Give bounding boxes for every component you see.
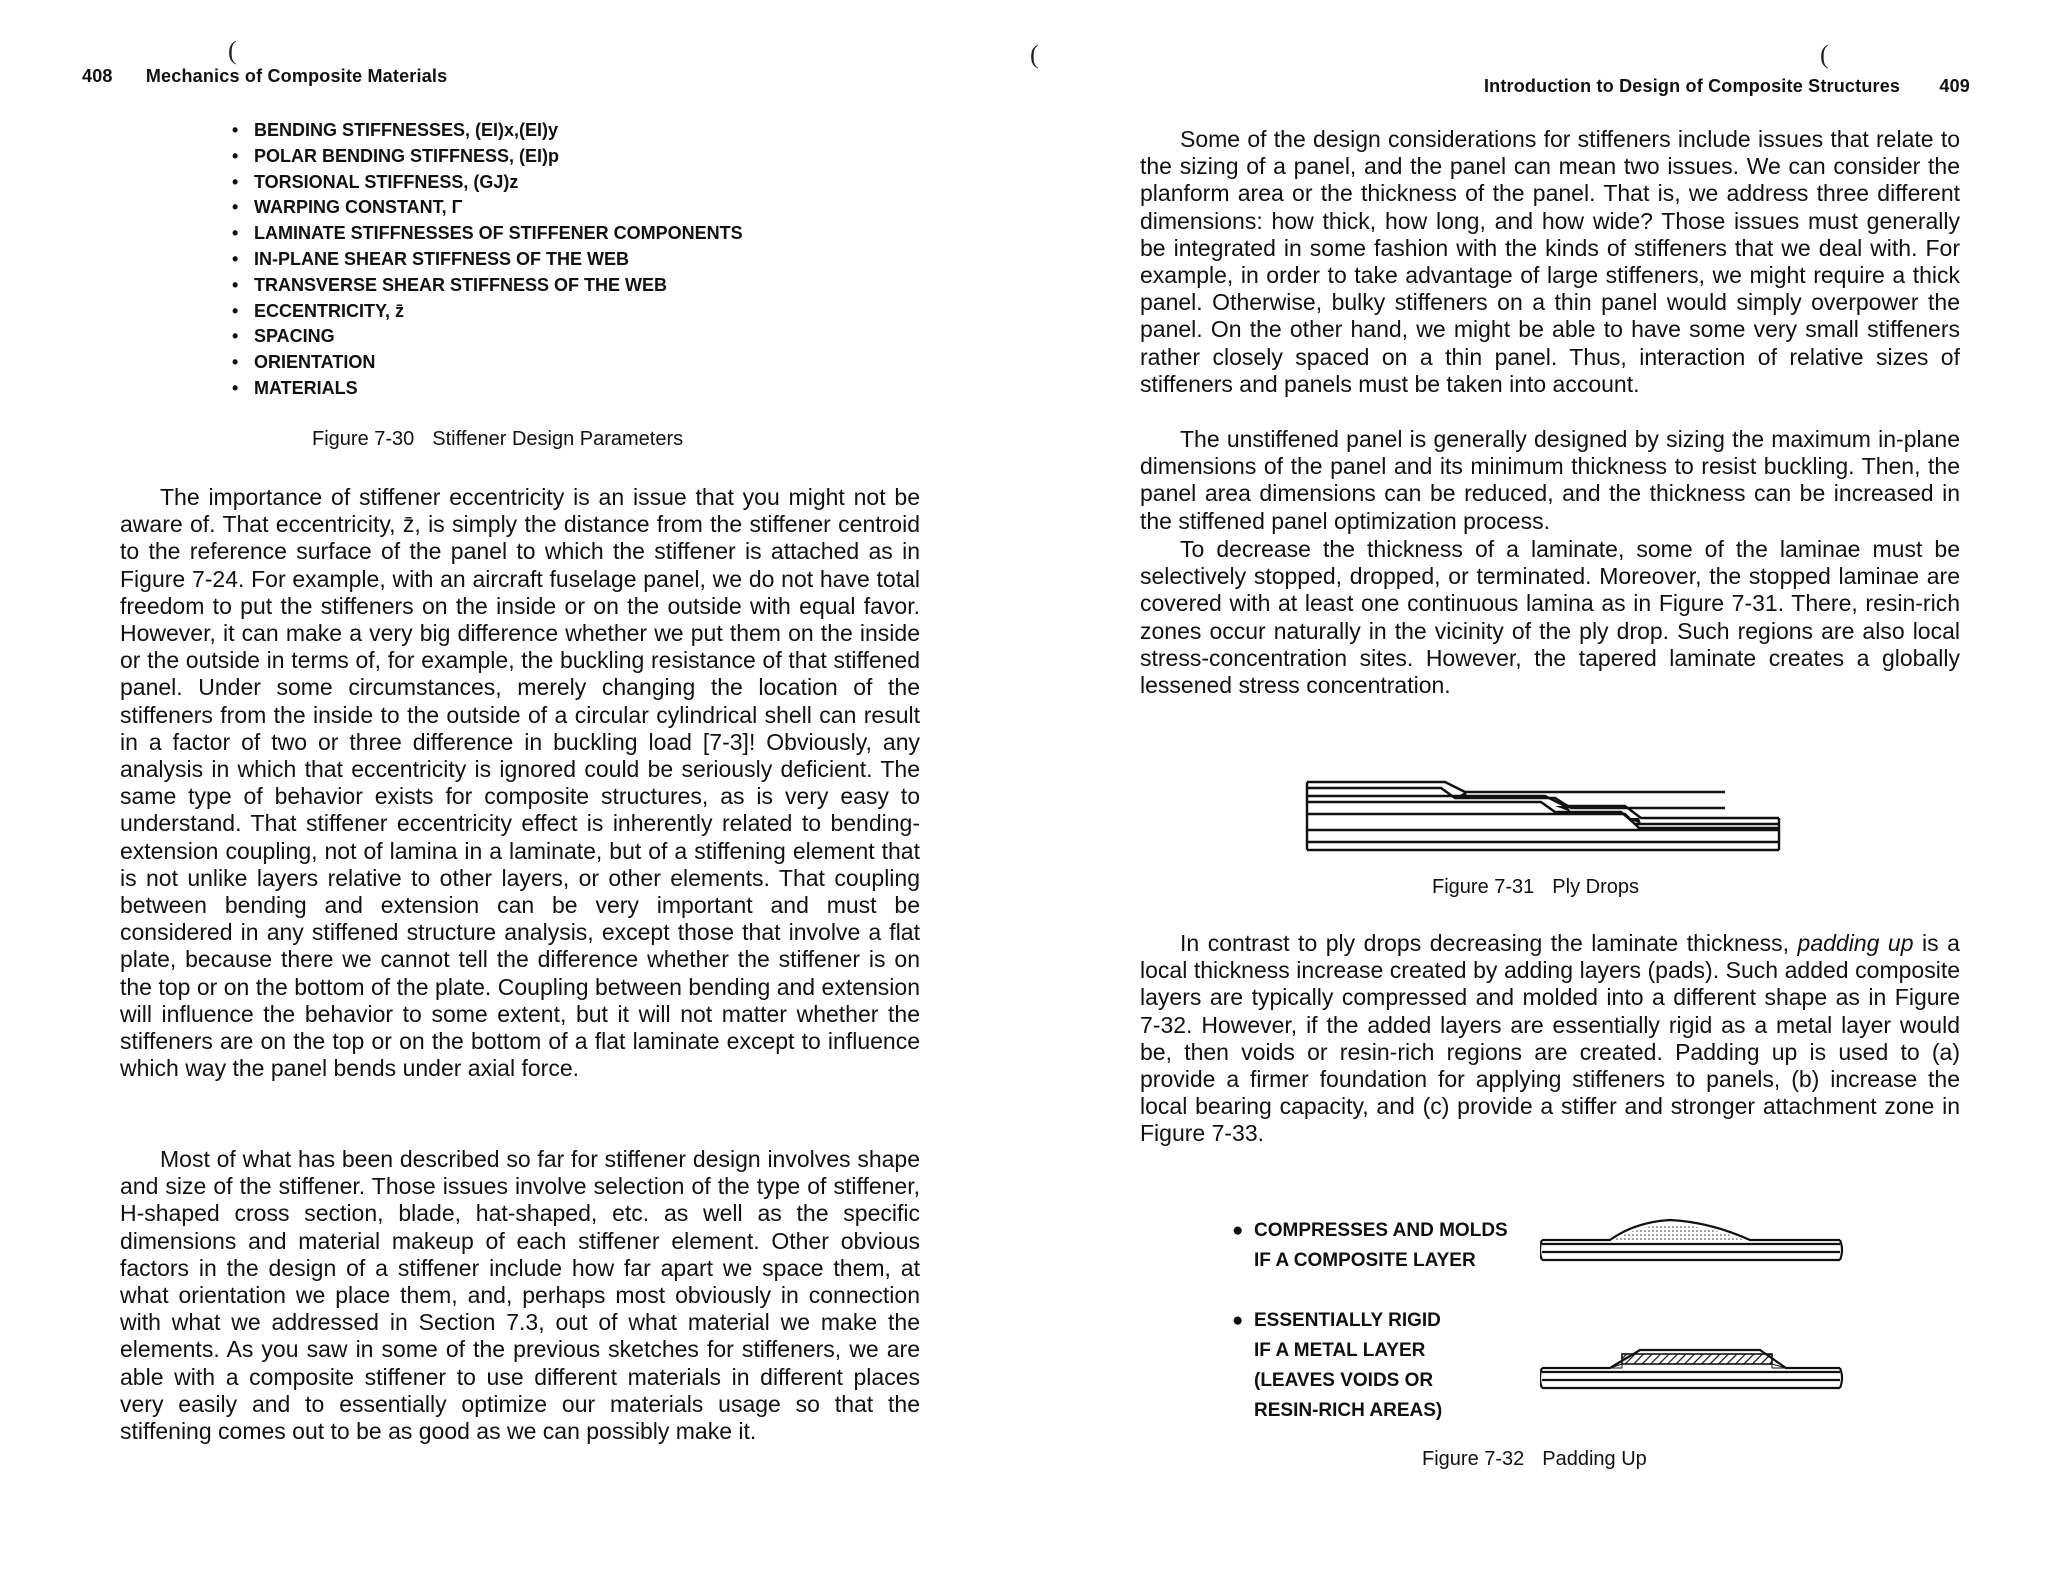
list-item: • SPACING [232, 326, 335, 347]
right-page [1020, 0, 2048, 1582]
body-paragraph: The importance of stiffener eccentricity is an issue that you might not be aware of. That eccentricity, z̄, is simply the distance from the stiffener centroid to the reference surface of the panel to which the stiffener is attached as in Figure 7-24. For example, with an aircraft fuselage panel, we do not have total freedom to put the stiffeners on the inside or on the outside with equal favor. However, it can make a very big difference whether we put them on the inside or the outside in terms of, for example, the buckling resistance of that stiffened panel. Under some circumstances, merely changing the location of the stiffeners from the inside to the outside of a circular cylindrical shell can result in a factor of two or three difference in buckling load [7-3]! Obviously, any analysis in which that eccentricity is ignored could be seriously deficient. The same type of behavior exists for composite structures, as is very easy to understand. That stiffener eccentricity effect is inherently related to bending-extension coupling, not of lamina in a laminate, but of a stiffening element that is not unlike layers relative to other layers, or other elements. That coupling between bending and extension can be very important and must be considered in any stiffened structure analysis, except those that involve a flat plate, because there we cannot tell the difference whether the stiffener is on the top or on the bottom of the plate. Coupling between bending and extension will influence the behavior to some extent, but it will not matter whether the stiffeners are on the top or on the bottom of a flat laminate except to influence which way the panel bends under axial force. [120, 484, 920, 1082]
figure-label-composite: ● COMPRESSES AND MOLDS IF A COMPOSITE LAYER [1232, 1220, 1508, 1271]
body-paragraph: The unstiffened panel is generally designed by sizing the maximum in-plane dimensions of the panel and its minimum thickness to resist buckling. Then, the panel area dimensions can be reduced, and the thickness can be increased in the stiffened panel optimization process. [1140, 426, 1960, 534]
list-item: • IN-PLANE SHEAR STIFFNESS OF THE WEB [232, 248, 630, 269]
list-item: • MATERIALS [232, 377, 358, 398]
figure-label-metal: ● ESSENTIALLY RIGID IF A METAL LAYER (LEAVES VOIDS OR RESIN-RICH AREAS) [1232, 1310, 1443, 1421]
page-number: 408 [82, 66, 113, 86]
ply-drops-diagram [1305, 776, 1785, 856]
scan-mark: ( [1030, 40, 1039, 69]
page-header [82, 66, 447, 87]
figure-caption: Figure 7-30 Stiffener Design Parameters [312, 428, 684, 450]
scan-mark: ( [1820, 40, 1829, 69]
body-paragraph: Most of what has been described so far for stiffener design involves shape and size of the stiffener. Those issues involve selection of the type of stiffener, H-shaped cross section, blade, hat-shaped, etc. as well as the specific dimensions and material makeup of each stiffener element. Other obvious factors in the design of a stiffener include how far apart we space them, at what orientation we place them, and, perhaps most obviously in connection with what we addressed in Section 7.3, out of what material we make the elements. As you saw in some of the previous sketches for stiffeners, we are able with a composite stiffener to use different materials in different places very easily and to essentially optimize our materials usage so that the stiffening comes out to be as good as we can possibly make it. [120, 1146, 920, 1445]
list-item: • ORIENTATION [232, 352, 376, 373]
list-item: • ECCENTRICITY, z̄ [232, 300, 405, 321]
running-head: Mechanics of Composite Materials [145, 66, 448, 86]
list-item: • TRANSVERSE SHEAR STIFFNESS OF THE WEB [232, 274, 668, 295]
padding-up-metal-diagram [1540, 1338, 1845, 1398]
stiffener-parameter-list [232, 118, 743, 402]
padding-up-composite-diagram [1540, 1214, 1845, 1274]
running-head: Introduction to Design of Composite Structures [1483, 76, 1901, 96]
list-item: • BENDING STIFFNESSES, (EI)x,(EI)y [232, 120, 559, 140]
body-paragraph: Some of the design considerations for stiffeners include issues that relate to the sizing of a panel, and the panel can mean two issues. We can consider the planform area or the thickness of the panel. That is, we address three different dimensions: how thick, how long, and how wide? Those issues must generally be integrated in some fashion with the kinds of stiffeners that we deal with. For example, in order to take advantage of large stiffeners, we might require a thick panel. Otherwise, bulky stiffeners on a thin panel would simply overpower the panel. On the other hand, we might be able to have some very small stiffeners rather closely spaced on a thin panel. Thus, interaction of relative sizes of stiffeners and panels must be taken into account. [1140, 126, 1960, 397]
list-item: • TORSIONAL STIFFNESS, (GJ)z [232, 171, 519, 192]
body-paragraph: In contrast to ply drops decreasing the laminate thickness, padding up is a local thickness increase created by adding layers (pads). Such added composite layers are typically compressed and molded into a different shape as in Figure 7-32. However, if the added layers are essentially rigid as a metal layer would be, then voids or resin-rich regions are created. Padding up is used to (a) provide a firmer foundation for applying stiffeners to panels, (b) increase the local bearing capacity, and (c) provide a stiffer and stronger attachment zone in Figure 7-33. [1140, 930, 1960, 1147]
list-item: • WARPING CONSTANT, Γ [232, 197, 463, 218]
list-item: • LAMINATE STIFFNESSES OF STIFFENER COMPONENTS [232, 223, 743, 244]
scan-mark: ( [228, 36, 237, 65]
figure-caption: Figure 7-32 Padding Up [1422, 1448, 1647, 1470]
figure-caption: Figure 7-31 Ply Drops [1432, 876, 1639, 898]
emphasized-term: padding up [1797, 930, 1914, 956]
body-paragraph: To decrease the thickness of a laminate, some of the laminae must be selectively stopped, dropped, or terminated. Moreover, the stopped laminae are covered with at least one continuous lamina as in Figure 7-31. There, resin-rich zones occur naturally in the vicinity of the ply drop. Such regions are also local stress-concentration sites. However, the tapered laminate creates a globally lessened stress concentration. [1140, 536, 1960, 699]
page-number: 409 [1939, 76, 1970, 96]
list-item: • POLAR BENDING STIFFNESS, (EI)p [232, 145, 560, 166]
page-header [1484, 76, 1970, 97]
